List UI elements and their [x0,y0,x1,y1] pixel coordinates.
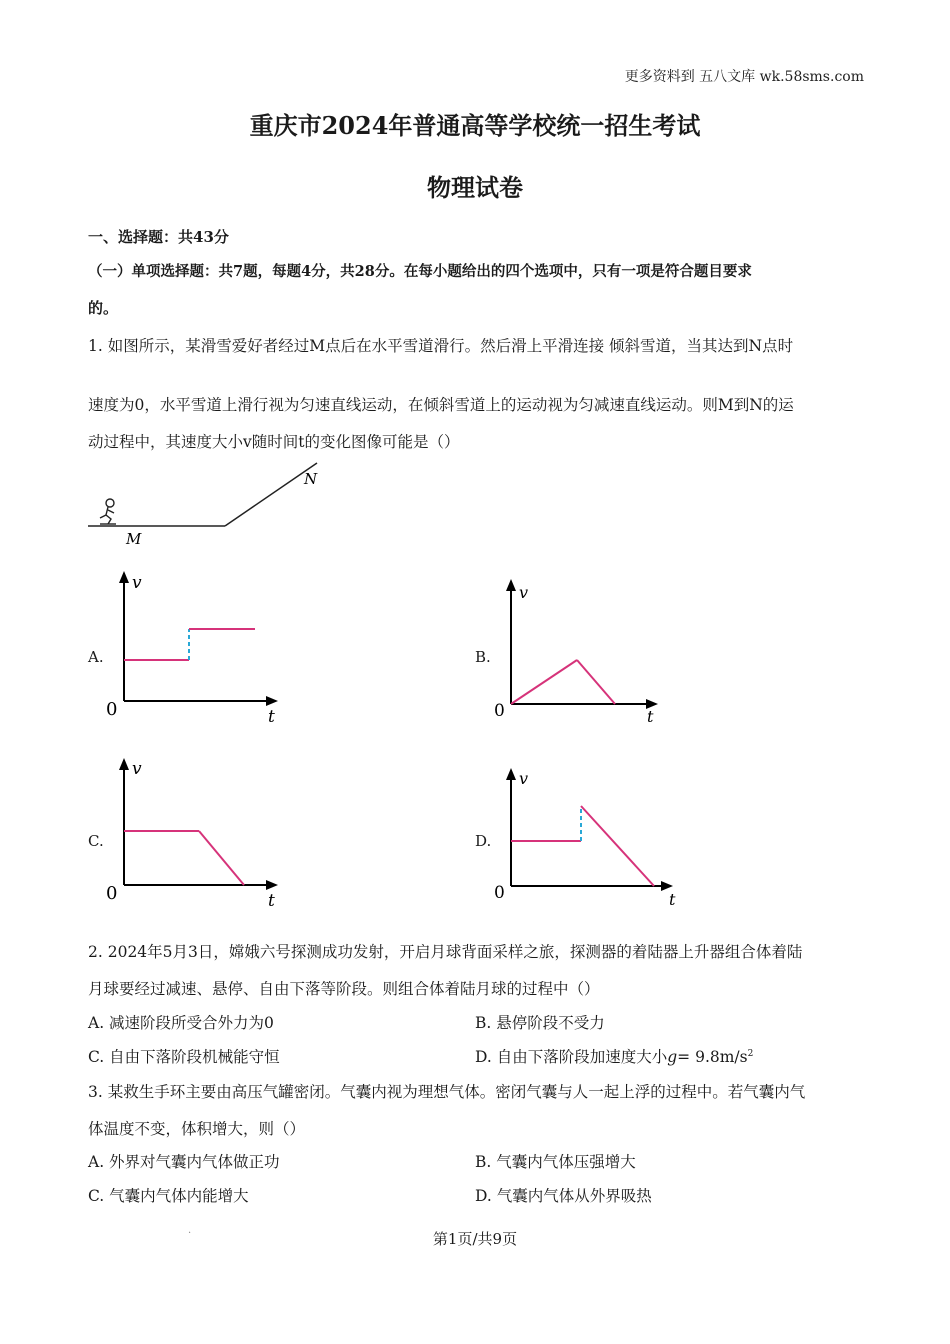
exam-subtitle: 物理试卷 [427,173,523,202]
axis-t-label: t [669,890,676,909]
axis-v-label: v [132,573,142,593]
segment-down [581,806,654,886]
option-c-label[interactable]: C. [88,832,104,850]
exam-title: 重庆市2024年普通高等学校统一招生考试 [249,111,701,140]
q3-line2: 体温度不变，体积增大，则（） [88,1120,306,1138]
watermark-text: 更多资料到 五八文库 wk.58sms.com [624,69,864,85]
origin-label: 0 [494,883,505,903]
axis-v-label: v [519,583,529,602]
v-axis-arrow [119,758,129,770]
q1-line3: 动过程中，其速度大小v随时间t的变化图像可能是（） [88,433,460,451]
option-b-label[interactable]: B. [475,648,491,666]
q2-option-d-text: D. 自由下落阶段加速度大小 [475,1048,668,1066]
graph-d [490,762,680,912]
graph-c [100,752,290,912]
q3-option-b[interactable]: B. 气囊内气体压强增大 [475,1153,636,1171]
t-axis-arrow [266,880,278,890]
origin-label: 0 [106,883,118,904]
graph-a [100,566,290,726]
graph-b [490,574,670,726]
segment-up [511,660,577,704]
axis-v-label: v [519,769,529,788]
q2-option-d[interactable] [475,1045,753,1067]
section-instructions-line1: （一）单项选择题：共7题，每题4分，共28分。在每小题给出的四个选项中，只有一项是符合题目要求 [88,263,752,280]
axis-t-label: t [647,707,654,726]
axis-t-label: t [268,707,275,726]
q2-option-a[interactable]: A. 减速阶段所受合外力为0 [88,1014,274,1032]
q2-option-b[interactable]: B. 悬停阶段不受力 [475,1014,605,1032]
footer-dot: . [188,1225,192,1236]
q2-option-c[interactable]: C. 自由下落阶段机械能守恒 [88,1048,280,1066]
section-instructions-line2: 的。 [88,299,119,317]
axis-v-label: v [132,759,142,779]
section-heading: 一、选择题：共43分 [88,228,229,246]
v-axis-arrow [119,571,129,583]
q3-option-c[interactable]: C. 气囊内气体内能增大 [88,1187,249,1205]
label-n: N [304,470,318,488]
q2-line1: 2. 2024年5月3日，嫦娥六号探测成功发射，开启月球背面采样之旅，探测器的着陆器上升器组合体着陆 [88,943,803,961]
skier-icon [100,499,116,524]
q2-option-d-value: = 9.8m/s [677,1048,748,1066]
page-footer: 第1页/共9页 [432,1230,518,1248]
q3-line1: 3. 某救生手环主要由高压气罐密闭。气囊内视为理想气体。密闭气囊与人一起上浮的过程中。若气囊内气 [88,1083,806,1101]
q2-option-d-var: g [667,1048,678,1066]
segment-down [199,831,244,885]
q2-option-d-sup: 2 [747,1048,754,1059]
option-a-label[interactable]: A. [88,648,104,666]
option-d-label[interactable]: D. [475,832,492,850]
v-axis-arrow [506,768,516,780]
label-m: M [126,530,142,548]
q1-slope-figure [84,458,334,550]
origin-label: 0 [494,701,505,721]
q2-line2: 月球要经过减速、悬停、自由下落等阶段。则组合体着陆月球的过程中（） [88,980,600,998]
q1-line1: 1. 如图所示，某滑雪爱好者经过M点后在水平雪道滑行。然后滑上平滑连接 倾斜雪道，当其达到N点时 [88,337,794,355]
q1-line2: 速度为0，水平雪道上滑行视为匀速直线运动，在倾斜雪道上的运动视为匀减速直线运动。则M到N的运 [88,396,794,414]
q3-option-d[interactable]: D. 气囊内气体从外界吸热 [475,1187,652,1205]
v-axis-arrow [506,579,516,591]
segment-down [577,660,615,704]
q3-option-a[interactable]: A. 外界对气囊内气体做正功 [88,1153,280,1171]
origin-label: 0 [106,699,118,720]
axis-t-label: t [268,891,275,911]
t-axis-arrow [266,696,278,706]
